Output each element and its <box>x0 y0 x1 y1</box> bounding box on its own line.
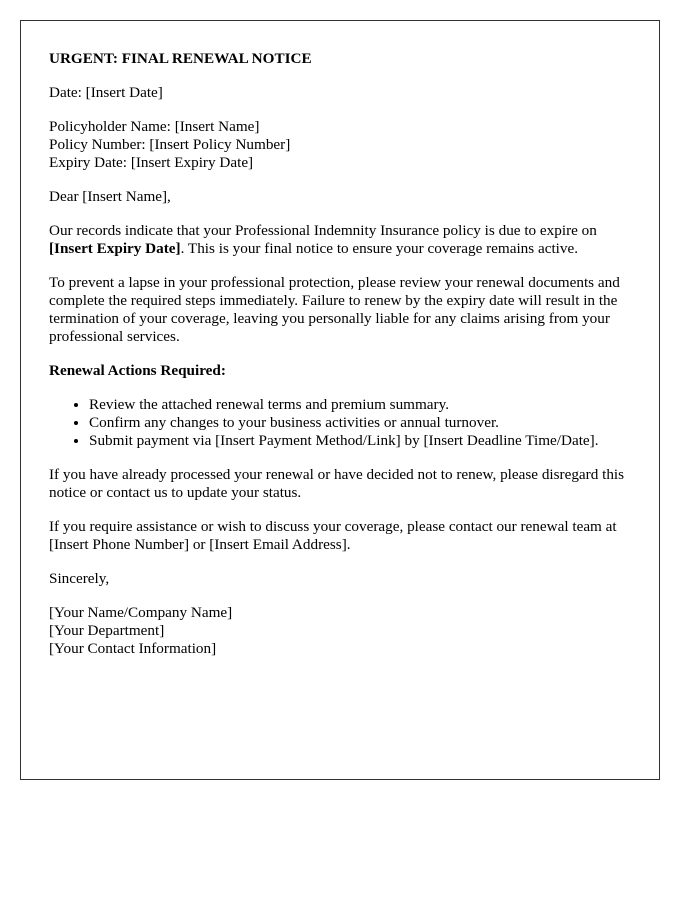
signature-department: [Your Department] <box>49 622 165 639</box>
renewal-actions-heading: Renewal Actions Required: <box>49 362 226 379</box>
expiry-paragraph-end: . This is your final notice to ensure your coverage remains active. <box>180 240 579 257</box>
expiry-paragraph-start: Our records indicate that your Professional Indemnity Insurance policy is due to expire on <box>49 222 597 239</box>
action-item-payment: • Submit payment via [Insert Payment Method/Link] by [Insert Deadline Time/Date]. <box>89 432 631 450</box>
renewal-actions-list <box>49 396 631 450</box>
disregard-paragraph: If you have already processed your renewal or have decided not to renew, please disregard this notice or contact us to update your status. <box>49 466 625 501</box>
signature-contact: [Your Contact Information] <box>49 640 217 657</box>
policyholder-name-line: Policyholder Name: [Insert Name] <box>49 118 260 135</box>
policy-number-line: Policy Number: [Insert Policy Number] <box>49 136 291 153</box>
action-item-confirm: • Confirm any changes to your business activities or annual turnover. <box>89 414 631 432</box>
renewal-notice-letter <box>20 20 660 780</box>
closing: Sincerely, <box>49 570 110 587</box>
signature-name: [Your Name/Company Name] <box>49 604 233 621</box>
policy-details <box>49 118 631 172</box>
expiry-date-placeholder: [Insert Expiry Date] <box>49 240 181 257</box>
signature-block <box>49 604 631 658</box>
notice-title: URGENT: FINAL RENEWAL NOTICE <box>49 50 312 67</box>
date-line: Date: [Insert Date] <box>49 84 163 101</box>
expiry-date-line: Expiry Date: [Insert Expiry Date] <box>49 154 254 171</box>
expiry-paragraph <box>49 222 631 258</box>
action-item-review: • Review the attached renewal terms and premium summary. <box>89 396 631 414</box>
assistance-paragraph: If you require assistance or wish to discuss your coverage, please contact our renewal team at [Insert Phone Number] or [Insert Email Address]. <box>49 518 617 553</box>
lapse-warning-paragraph: To prevent a lapse in your professional protection, please review your renewal documents and complete the required steps immediately. Failure to renew by the expiry date will result in the termination of your coverage, leaving you personally liable for any claims arising from your professional services. <box>49 274 620 345</box>
salutation: Dear [Insert Name], <box>49 188 171 205</box>
